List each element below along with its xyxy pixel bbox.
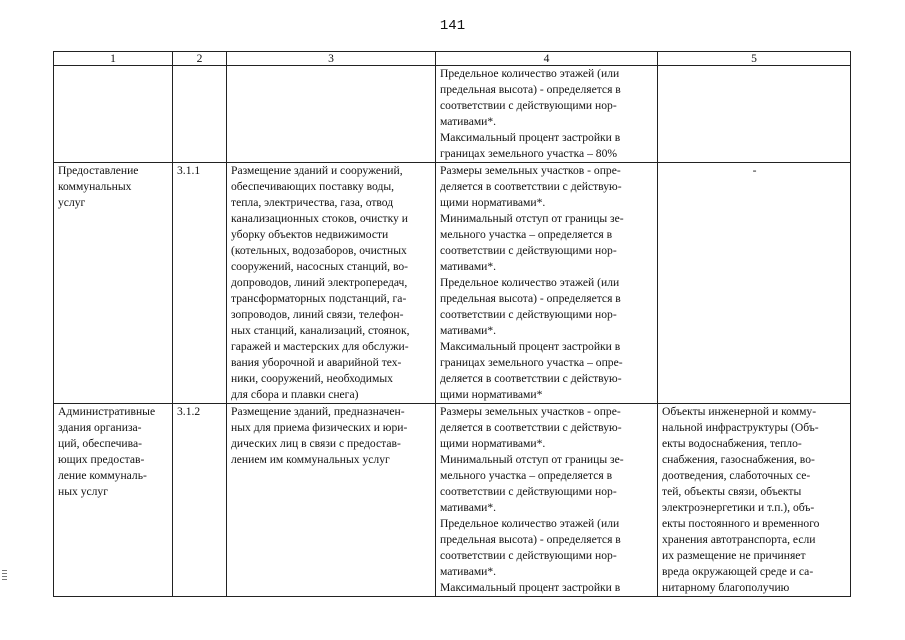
cell-text-line: деляется в соответствии с действую- [440, 180, 622, 193]
cell-text-line: хранения автотранспорта, если [662, 533, 816, 546]
cell-text-line: мативами*. [440, 565, 497, 578]
cell-text-line: щими нормативами*. [440, 196, 546, 209]
cell-text-line: ных для приема физических и юри- [231, 421, 408, 434]
cell-text-line: деляется в соответствии с действую- [440, 421, 622, 434]
header-cell: 5 [658, 52, 851, 66]
cell-text-line: мативами*. [440, 115, 497, 128]
margin-ticks [2, 570, 8, 582]
cell-text-line: соответствии с действующими нор- [440, 485, 617, 498]
regulation-table [53, 51, 851, 597]
use-name-cell [54, 404, 173, 597]
cell-text-line: Минимальный отступ от границы зе- [440, 212, 624, 225]
cell-text-line: соответствии с действующими нор- [440, 549, 617, 562]
cell-text-line: дических лиц в связи с предостав- [231, 437, 401, 450]
cell-text-line: здания организа- [58, 421, 142, 434]
cell-text-line: 3.1.2 [177, 405, 201, 418]
cell-text-line: Размеры земельных участков - опре- [440, 164, 621, 177]
cell-text-line: услуг [58, 196, 86, 209]
table-row [54, 404, 851, 597]
cell-text-line: мельного участка – определяется в [440, 228, 613, 241]
cell-text-line: допроводов, линий электропередач, [231, 276, 408, 289]
cell-text-line: гаражей и мастерских для обслужи- [231, 340, 409, 353]
cell-text-line: предельная высота) - определяется в [440, 83, 621, 96]
cell-text-line: екты водоснабжения, тепло- [662, 437, 802, 450]
cell-text-line: тей, объекты связи, объекты [662, 485, 802, 498]
page-number: 141 [439, 18, 466, 34]
cell-text-line: ники, сооружений, необходимых [231, 372, 393, 385]
cell-text-line: соответствии с действующими нор- [440, 99, 617, 112]
header-cell: 3 [227, 52, 436, 66]
parameters-cell [436, 66, 658, 163]
cell-text-line: Размеры земельных участков - опре- [440, 405, 621, 418]
cell-text-line: Объекты инженерной и комму- [662, 405, 817, 418]
cell-text-line: Предельное количество этажей (или [440, 517, 620, 530]
cell-text-line: для сбора и плавки снега) [231, 388, 359, 401]
cell-text-line: границах земельного участка – 80% [440, 147, 618, 160]
cell-text-line: Размещение зданий, предназначен- [231, 405, 405, 418]
cell-text-line: трансформаторных подстанций, га- [231, 292, 407, 305]
cell-text-line: границах земельного участка – опре- [440, 356, 623, 369]
use-description-cell [227, 66, 436, 163]
cell-text-line: предельная высота) - определяется в [440, 292, 621, 305]
table-row [54, 163, 851, 404]
cell-text-line: Размещение зданий и сооружений, [231, 164, 403, 177]
cell-text-line: ций, обеспечива- [58, 437, 142, 450]
cell-text-line: тепла, электричества, газа, отвод [231, 196, 394, 209]
use-name-cell [54, 66, 173, 163]
cell-text-line: Предельное количество этажей (или [440, 276, 620, 289]
cell-text-line: соответствии с действующими нор- [440, 308, 617, 321]
use-code-cell [173, 163, 227, 404]
parameters-cell [436, 404, 658, 597]
cell-text-line: сооружений, насосных станций, во- [231, 260, 409, 273]
permitted-objects-cell [658, 404, 851, 597]
cell-text-line: электроэнергетики и т.п.), объ- [662, 501, 815, 514]
cell-text-line: Максимальный процент застройки в [440, 340, 621, 353]
cell-text-line: их размещение не причиняет [662, 549, 806, 562]
table-row [54, 66, 851, 163]
header-cell: 2 [173, 52, 227, 66]
use-name-cell [54, 163, 173, 404]
cell-text-line: Максимальный процент застройки в [440, 131, 621, 144]
cell-text-line: коммунальных [58, 180, 132, 193]
cell-text-line: мативами*. [440, 501, 497, 514]
cell-text-line: вания уборочной и аварийной тех- [231, 356, 402, 369]
use-code-cell [173, 404, 227, 597]
cell-text-line: ных услуг [58, 485, 108, 498]
cell-text-line: Максимальный процент застройки в [440, 581, 621, 594]
header-cell: 1 [54, 52, 173, 66]
cell-text-line: деляется в соответствии с действую- [440, 372, 622, 385]
cell-text-line: обеспечивающих поставку воды, [231, 180, 395, 193]
cell-text-line: Административные [58, 405, 156, 418]
cell-text-line: ление коммуналь- [58, 469, 147, 482]
cell-text-line: зопроводов, линий связи, телефон- [231, 308, 404, 321]
cell-text-line: доотведения, слаботочных се- [662, 469, 811, 482]
cell-text-line: - [752, 164, 757, 177]
cell-text-line: Предоставление [58, 164, 139, 177]
header-row [54, 52, 851, 66]
cell-text-line: канализационных стоков, очистку и [231, 212, 408, 225]
cell-text-line: щими нормативами* [440, 388, 543, 401]
cell-text-line: лением им коммунальных услуг [231, 453, 390, 466]
cell-text-line: уборку объектов недвижимости [231, 228, 389, 241]
cell-text-line: мельного участка – определяется в [440, 469, 613, 482]
parameters-cell [436, 163, 658, 404]
use-description-cell [227, 404, 436, 597]
cell-text-line: снабжения, газоснабжения, во- [662, 453, 815, 466]
permitted-objects-cell [658, 163, 851, 404]
cell-text-line: Предельное количество этажей (или [440, 67, 620, 80]
use-code-cell [173, 66, 227, 163]
cell-text-line: екты постоянного и временного [662, 517, 820, 530]
cell-text-line: 3.1.1 [177, 164, 201, 177]
cell-text-line: вреда окружающей среде и са- [662, 565, 814, 578]
cell-text-line: (котельных, водозаборов, очистных [231, 244, 407, 257]
header-cell: 4 [436, 52, 658, 66]
cell-text-line: щими нормативами*. [440, 437, 546, 450]
cell-text-line: нальной инфраструктуры (Объ- [662, 421, 819, 434]
cell-text-line: мативами*. [440, 260, 497, 273]
cell-text-line: ных станций, канализаций, стоянок, [231, 324, 410, 337]
cell-text-line: соответствии с действующими нор- [440, 244, 617, 257]
use-description-cell [227, 163, 436, 404]
permitted-objects-cell [658, 66, 851, 163]
cell-text-line: ющих предостав- [58, 453, 145, 466]
cell-text-line: нитарному благополучию [662, 581, 790, 594]
cell-text-line: мативами*. [440, 324, 497, 337]
cell-text-line: Минимальный отступ от границы зе- [440, 453, 624, 466]
cell-text-line: предельная высота) - определяется в [440, 533, 621, 546]
